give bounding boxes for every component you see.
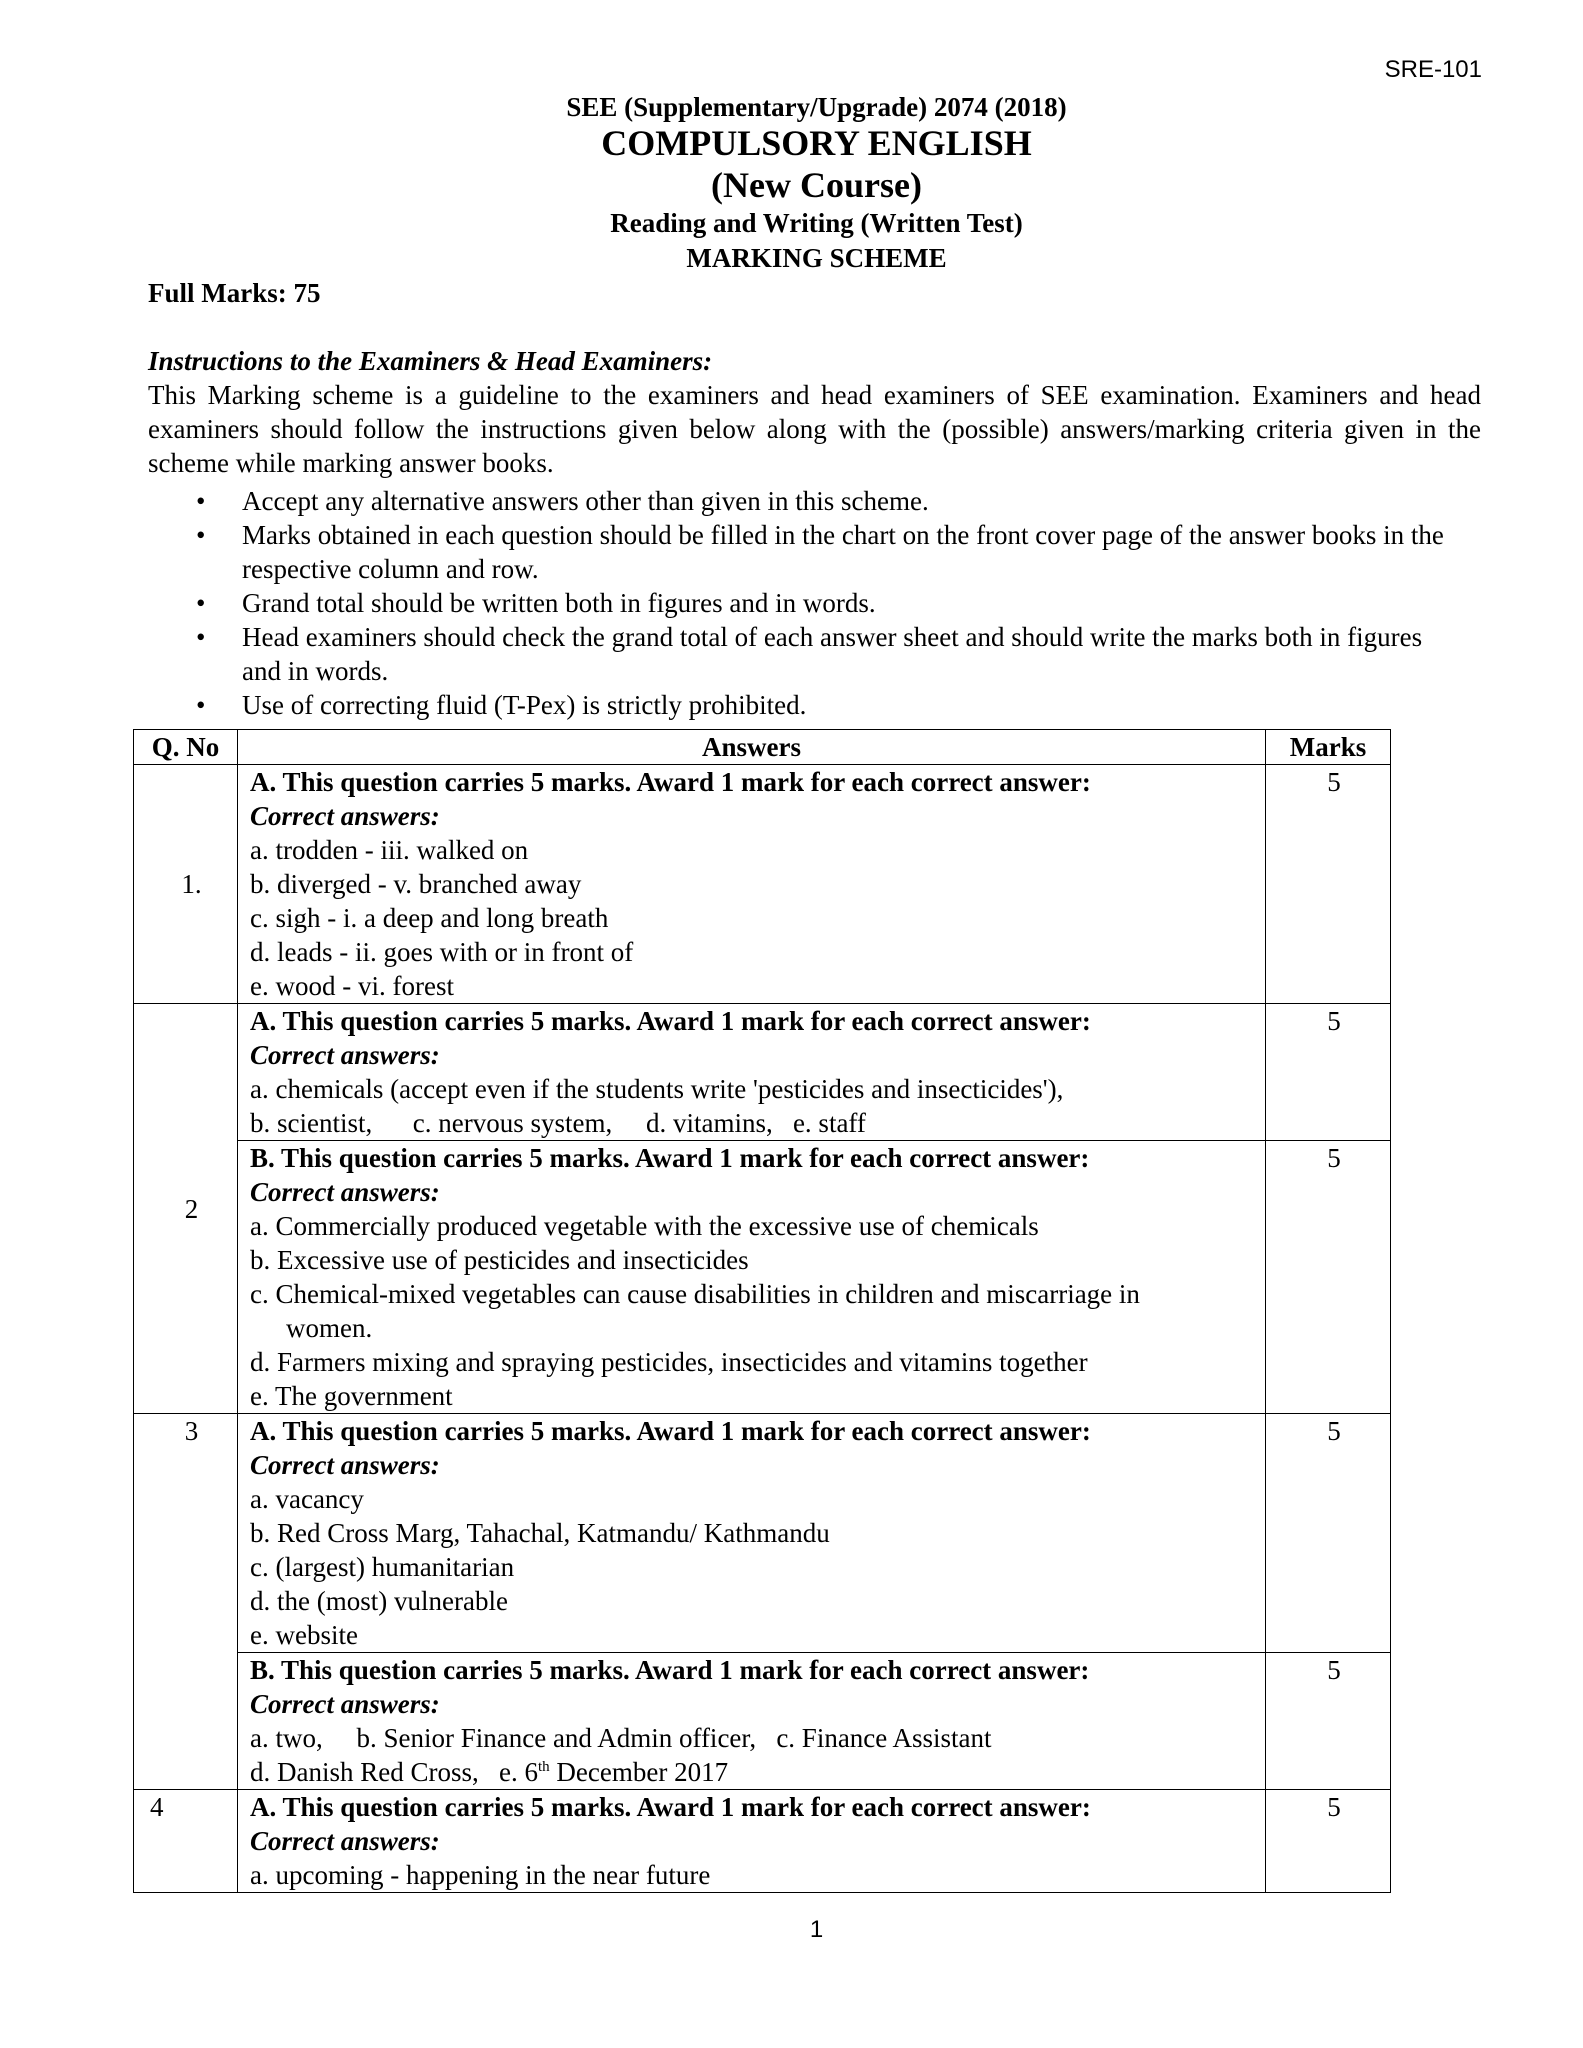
bullet-icon: • bbox=[196, 486, 206, 516]
question-statement: B. This question carries 5 marks. Award 1 mark for each correct answer: bbox=[250, 1143, 1090, 1173]
answer-line: a. vacancy bbox=[250, 1484, 364, 1514]
question-number: 1. bbox=[134, 765, 238, 1004]
marks-cell: 5 bbox=[1266, 765, 1391, 1004]
question-statement: B. This question carries 5 marks. Award 1 mark for each correct answer: bbox=[250, 1655, 1090, 1685]
answer-line: e. website bbox=[250, 1620, 358, 1650]
answer-cell bbox=[238, 1790, 1266, 1893]
marks-cell: 5 bbox=[1266, 1790, 1391, 1893]
answer-line: c. Chemical-mixed vegetables can cause disabilities in children and miscarriage in bbox=[250, 1279, 1140, 1309]
table-row bbox=[134, 1414, 1391, 1653]
question-number: 4 bbox=[134, 1790, 238, 1893]
table-row bbox=[134, 1790, 1391, 1893]
exam-title: SEE (Supplementary/Upgrade) 2074 (2018) bbox=[566, 92, 1067, 122]
course-title: (New Course) bbox=[711, 165, 922, 205]
answer-line: b. scientist, c. nervous system, d. vitamins, e. staff bbox=[250, 1108, 866, 1138]
answer-line: b. Excessive use of pesticides and insecticides bbox=[250, 1245, 749, 1275]
answers-header: Answers bbox=[238, 730, 1266, 765]
instructions-list bbox=[148, 484, 1448, 722]
page-number: 1 bbox=[809, 1916, 824, 1943]
answer-line: d. leads - ii. goes with or in front of bbox=[250, 937, 634, 967]
list-item: • Grand total should be written both in figures and in words. bbox=[196, 588, 876, 618]
marks-cell: 5 bbox=[1266, 1414, 1391, 1653]
list-item: • Accept any alternative answers other than given in this scheme. bbox=[196, 486, 929, 516]
answer-line: e. The government bbox=[250, 1381, 453, 1411]
answer-line: d. Farmers mixing and spraying pesticides, insecticides and vitamins together bbox=[250, 1347, 1088, 1377]
correct-answers-label: Correct answers: bbox=[250, 1040, 440, 1070]
answer-line: women. bbox=[286, 1313, 373, 1343]
question-statement: A. This question carries 5 marks. Award 1 mark for each correct answer: bbox=[250, 767, 1091, 797]
list-item: • Use of correcting fluid (T-Pex) is strictly prohibited. bbox=[196, 690, 807, 720]
instructions-paragraph: This Marking scheme is a guideline to the examiners and head examiners of SEE examination. Examiners and head examiners should follow the instructions given below along with the (possible) answers/marking criteria given in the scheme while marking answer books. bbox=[148, 380, 1481, 478]
answer-line: c. sigh - i. a deep and long breath bbox=[250, 903, 609, 933]
question-statement: A. This question carries 5 marks. Award 1 mark for each correct answer: bbox=[250, 1792, 1091, 1822]
subject-title: COMPULSORY ENGLISH bbox=[601, 123, 1032, 163]
list-item: • Marks obtained in each question should be filled in the chart on the front cover page of the answer books in the respective column and row. bbox=[196, 520, 1444, 584]
scheme-title: MARKING SCHEME bbox=[686, 243, 947, 273]
full-marks: Full Marks: 75 bbox=[148, 278, 321, 308]
marks-cell: 5 bbox=[1266, 1653, 1391, 1790]
document-code: SRE-101 bbox=[1384, 56, 1482, 83]
answer-line: d. Danish Red Cross, e. 6th December 2017 bbox=[250, 1757, 729, 1787]
table-row bbox=[134, 1141, 1391, 1414]
answer-cell bbox=[238, 765, 1266, 1004]
answer-line: c. (largest) humanitarian bbox=[250, 1552, 515, 1582]
answer-cell bbox=[238, 1653, 1266, 1790]
list-item: • Head examiners should check the grand total of each answer sheet and should write the marks both in figures and in words. bbox=[196, 622, 1423, 686]
marking-table bbox=[133, 729, 1391, 1893]
table-row bbox=[134, 1004, 1391, 1141]
table-header-row bbox=[134, 730, 1391, 765]
instructions-title: Instructions to the Examiners & Head Examiners: bbox=[148, 346, 713, 376]
answer-line: b. diverged - v. branched away bbox=[250, 869, 582, 899]
correct-answers-label: Correct answers: bbox=[250, 801, 440, 831]
table-row bbox=[134, 765, 1391, 1004]
answer-line: a. trodden - iii. walked on bbox=[250, 835, 529, 865]
bullet-icon: • bbox=[196, 690, 206, 720]
correct-answers-label: Correct answers: bbox=[250, 1177, 440, 1207]
answer-line: a. Commercially produced vegetable with the excessive use of chemicals bbox=[250, 1211, 1039, 1241]
question-statement: A. This question carries 5 marks. Award 1 mark for each correct answer: bbox=[250, 1006, 1091, 1036]
marks-cell: 5 bbox=[1266, 1004, 1391, 1141]
bullet-icon: • bbox=[196, 588, 206, 618]
marks-header: Marks bbox=[1266, 730, 1391, 765]
question-statement: A. This question carries 5 marks. Award 1 mark for each correct answer: bbox=[250, 1416, 1091, 1446]
question-number: 3 bbox=[134, 1414, 238, 1790]
qno-header: Q. No bbox=[134, 730, 238, 765]
test-title: Reading and Writing (Written Test) bbox=[610, 208, 1023, 238]
answer-line: a. two, b. Senior Finance and Admin officer, c. Finance Assistant bbox=[250, 1723, 992, 1753]
answer-cell bbox=[238, 1004, 1266, 1141]
bullet-icon: • bbox=[196, 622, 206, 652]
correct-answers-label: Correct answers: bbox=[250, 1826, 440, 1856]
answer-cell bbox=[238, 1414, 1266, 1653]
answer-line: e. wood - vi. forest bbox=[250, 971, 454, 1001]
answer-cell bbox=[238, 1141, 1266, 1414]
table-row bbox=[134, 1653, 1391, 1790]
correct-answers-label: Correct answers: bbox=[250, 1689, 440, 1719]
correct-answers-label: Correct answers: bbox=[250, 1450, 440, 1480]
answer-line: b. Red Cross Marg, Tahachal, Katmandu/ Kathmandu bbox=[250, 1518, 830, 1548]
marks-cell: 5 bbox=[1266, 1141, 1391, 1414]
answer-line: a. upcoming - happening in the near future bbox=[250, 1860, 711, 1890]
answer-line: a. chemicals (accept even if the students write 'pesticides and insecticides'), bbox=[250, 1074, 1064, 1104]
question-number: 2 bbox=[134, 1004, 238, 1414]
bullet-icon: • bbox=[196, 520, 206, 550]
answer-line: d. the (most) vulnerable bbox=[250, 1586, 508, 1616]
